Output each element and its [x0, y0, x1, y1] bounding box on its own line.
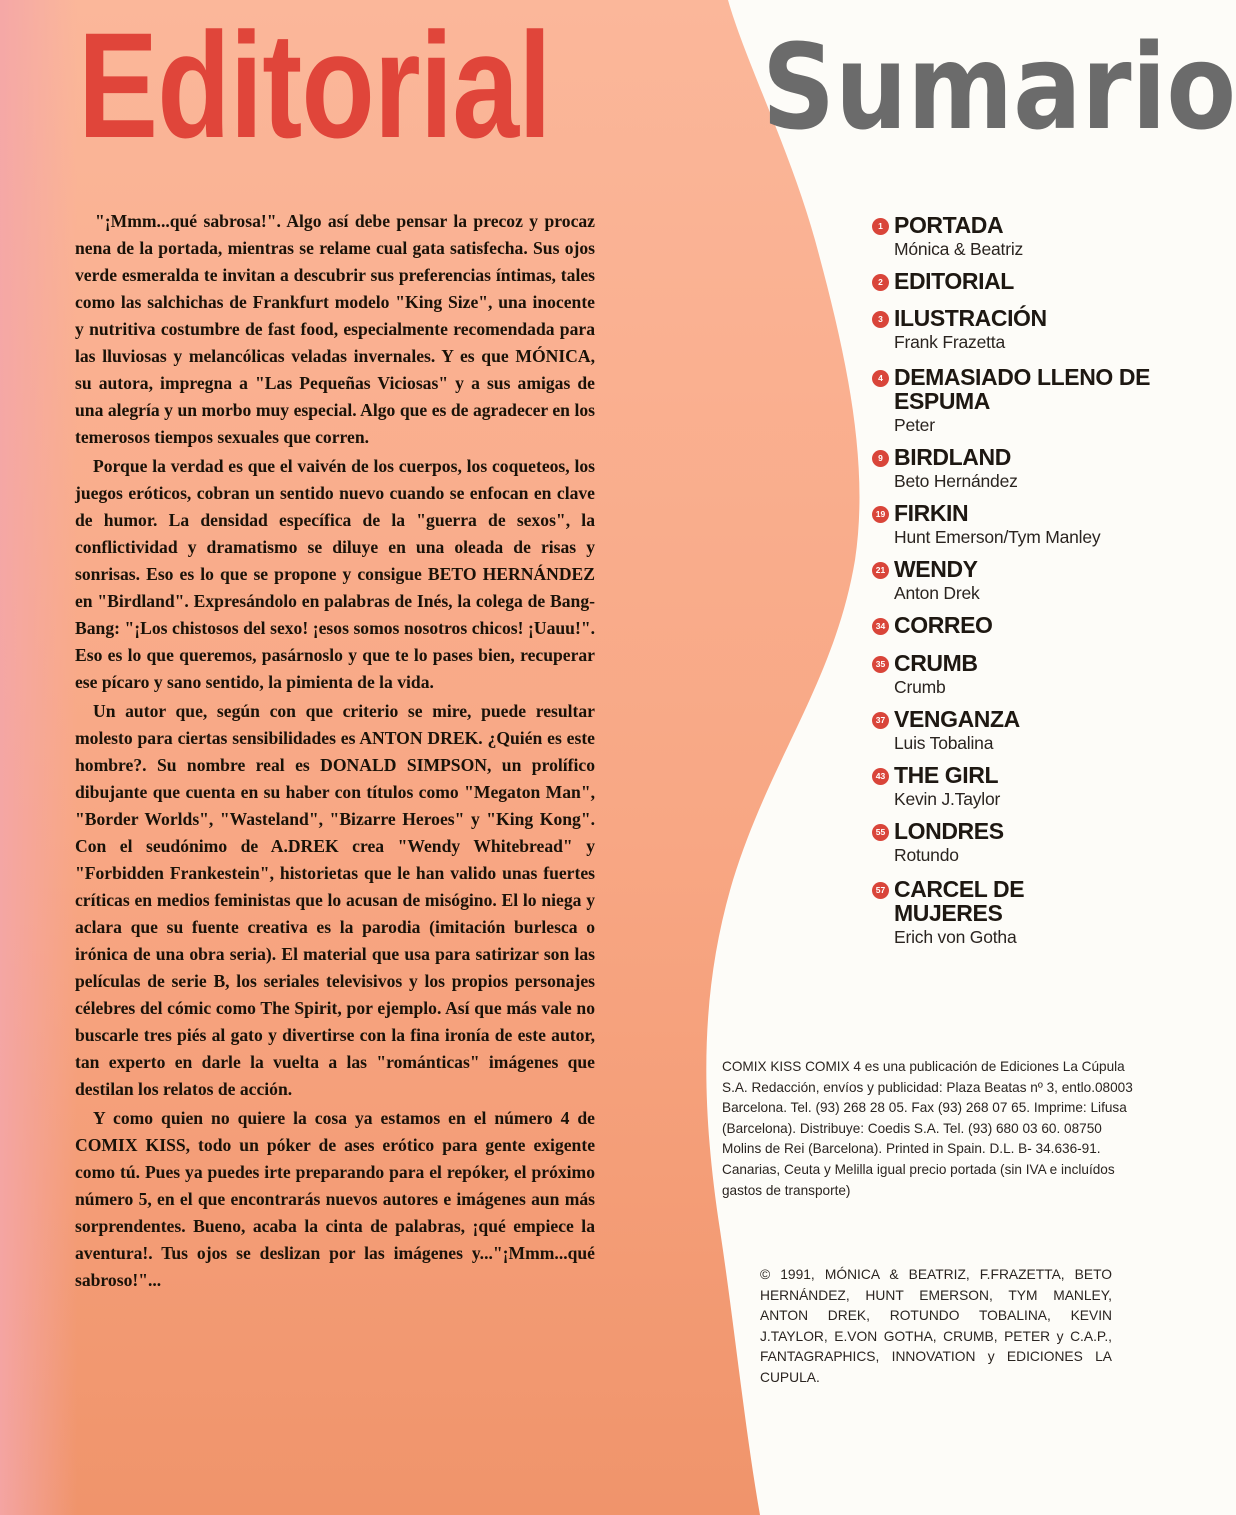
toc-title: EDITORIAL — [894, 268, 1014, 294]
toc-item-crumb[interactable] — [872, 648, 1152, 704]
toc-title: LONDRES — [894, 818, 1004, 844]
toc-item-firkin[interactable] — [872, 498, 1152, 554]
page-number-badge: 43 — [872, 768, 889, 785]
toc-author: Crumb — [894, 677, 946, 697]
toc-item-venganza[interactable] — [872, 704, 1152, 760]
toc-title: THE GIRL — [894, 762, 999, 788]
page-number-badge: 3 — [872, 311, 889, 328]
toc-item-wendy[interactable] — [872, 554, 1152, 610]
page-number-badge: 55 — [872, 824, 889, 841]
toc-item-birdland[interactable] — [872, 442, 1152, 498]
page-number-badge: 21 — [872, 562, 889, 579]
editorial-paragraph: "¡Mmm...qué sabrosa!". Algo así debe pensar la precoz y procaz nena de la portada, mientras se relame cual gata satisfecha. Sus ojos verde esmeralda te invitan a descubrir sus preferencias íntimas, tales como las salchichas de Frankfurt modelo "King Size", una inocente y nutritiva costumbre de fast food, especialmente recomendada para las lluviosas y melancólicas veladas invernales. Y es que MÓNICA, su autora, impregna a "Las Pequeñas Viciosas" y a sus amigas de una alegría y un morbo muy especial. Algo que es de agradecer en los temerosos tiempos sexuales que corren. — [75, 211, 595, 447]
toc-item-editorial[interactable] — [872, 266, 1152, 303]
page-number-badge: 1 — [872, 218, 889, 235]
page-number-badge: 35 — [872, 656, 889, 673]
toc-author: Kevin J.Taylor — [894, 789, 1001, 809]
toc-title: VENGANZA — [894, 706, 1020, 732]
toc-title: DEMASIADO LLENO DE ESPUMA — [894, 364, 1151, 414]
toc-item-portada[interactable] — [872, 210, 1152, 266]
page-number-badge: 19 — [872, 506, 889, 523]
sumario-title: Sumario — [762, 18, 1236, 156]
toc-title: ILUSTRACIÓN — [894, 305, 1047, 331]
toc-title: PORTADA — [894, 212, 1004, 238]
toc-author: Rotundo — [894, 845, 959, 865]
editorial-paragraph: Porque la verdad es que el vaivén de los cuerpos, los coqueteos, los juegos eróticos, cobran un sentido nuevo cuando se enfocan en clave de humor. La densidad específica de la "guerra de sexos", la conflictividad y dramatismo se diluye en una oleada de risas y sonrisas. Eso es lo que se propone y consigue BETO HERNÁNDEZ en "Birdland". Expresándolo en palabras de Inés, la colega de Bang-Bang: "¡Los chistosos del sexo! ¡esos somos nosotros chicos! ¡Uauu!". Eso es lo que queremos, pasárnoslo y que te lo pases bien, recuperar ese pícaro y sano sentido, la pimienta de la vida. — [75, 456, 595, 692]
page-number-badge: 34 — [872, 618, 889, 635]
editorial-body — [75, 208, 595, 1294]
toc-author: Luis Tobalina — [894, 733, 994, 753]
toc-author: Mónica & Beatriz — [894, 239, 1024, 259]
toc-title: CRUMB — [894, 650, 978, 676]
toc-title: BIRDLAND — [894, 444, 1011, 470]
page-number-badge: 37 — [872, 712, 889, 729]
toc-author: Hunt Emerson/Tym Manley — [894, 527, 1101, 547]
toc-item-carcel-de-mujeres[interactable] — [872, 874, 1152, 954]
toc-title: CARCEL DE MUJERES — [894, 876, 1025, 926]
page-number-badge: 4 — [872, 370, 889, 387]
toc-title: WENDY — [894, 556, 978, 582]
toc-author: Erich von Gotha — [894, 927, 1017, 947]
toc-title: CORREO — [894, 612, 993, 638]
page-number-badge: 9 — [872, 450, 889, 467]
toc-author: Peter — [894, 415, 935, 435]
page-number-badge: 57 — [872, 882, 889, 899]
toc-author: Beto Hernández — [894, 471, 1018, 491]
publication-credits: COMIX KISS COMIX 4 es una publicación de Ediciones La Cúpula S.A. Redacción, envíos y publicidad: Plaza Beatas nº 3, entlo.08003 Barcelona. Tel. (93) 268 28 05. Fax (93) 268 07 65. Imprime: Lifusa (Barcelona). Distribuye: Coedis S.A. Tel. (93) 680 03 60. 08750 Molins de Rei (Barcelona). Printed in Spain. D.L. B- 34.636-91. Canarias, Ceuta y Melilla igual precio portada (sin IVA e incluídos gastos de transporte) — [722, 1059, 1133, 1198]
toc-item-ilustracion[interactable] — [872, 303, 1152, 362]
editorial-paragraph: Y como quien no quiere la cosa ya estamos en el número 4 de COMIX KISS, todo un póker de ases erótico para gente exigente como tú. Pues ya puedes irte preparando para el repóker, el próximo número 5, en el que encontrarás nuevos autores e imágenes aun más sorprendentes. Bueno, acaba la cinta de palabras, ¡qué empiece la aventura!. Tus ojos se deslizan por las imágenes y..."¡Mmm...qué sabroso!"... — [75, 1108, 595, 1290]
editorial-title: Editorial — [78, 1, 551, 169]
toc-item-demasiado-lleno[interactable] — [872, 362, 1152, 442]
toc-item-the-girl[interactable] — [872, 760, 1152, 816]
toc-author: Frank Frazetta — [894, 332, 1005, 352]
toc-title: FIRKIN — [894, 500, 969, 526]
toc-author: Anton Drek — [894, 583, 980, 603]
page-number-badge: 2 — [872, 274, 889, 291]
copyright-notice: © 1991, MÓNICA & BEATRIZ, F.FRAZETTA, BETO HERNÁNDEZ, HUNT EMERSON, TYM MANLEY, ANTON DREK, ROTUNDO TOBALINA, KEVIN J.TAYLOR, E.VON GOTHA, CRUMB, PETER y C.A.P., FANTAGRAPHICS, INNOVATION y EDICIONES LA CUPULA. — [760, 1267, 1112, 1385]
editorial-paragraph: Un autor que, según con que criterio se mire, puede resultar molesto para ciertas sensibilidades es ANTON DREK. ¿Quién es este hombre?. Su nombre real es DONALD SIMPSON, un prolífico dibujante que cuenta en su haber con títulos como "Megaton Man", "Border Worlds", "Wasteland", "Bizarre Heroes" y "King Kong". Con el seudónimo de A.DREK crea "Wendy Whitebread" y "Forbidden Frankestein", historietas que le han valido unas fuertes críticas en medios feministas que lo acusan de misógino. El lo niega y aclara que su fuente creativa es la parodia (imitación burlesca o irónica de una obra seria). El material que usa para satirizar son las películas de serie B, los seriales televisivos y los propios personajes célebres del cómic como The Spirit, por ejemplo. Así que más vale no buscarle tres piés al gato y divertirse con la fina ironía de este autor, tan experto en darle la vuelta a las "románticas" imágenes que destilan los relatos de acción. — [75, 701, 595, 1099]
toc-item-correo[interactable] — [872, 610, 1152, 648]
table-of-contents — [872, 210, 1152, 954]
toc-item-londres[interactable] — [872, 816, 1152, 874]
